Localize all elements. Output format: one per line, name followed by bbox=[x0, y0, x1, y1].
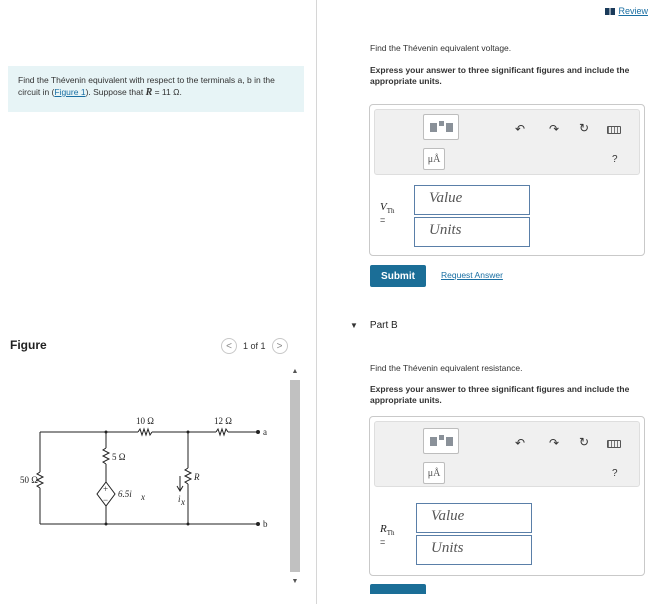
label-ix-sub: x bbox=[181, 497, 185, 507]
part-b-instruction: Find the Thévenin equivalent resistance. bbox=[370, 363, 523, 373]
undo-icon[interactable]: ↶ bbox=[515, 436, 526, 450]
r-value: = 11 Ω. bbox=[152, 87, 182, 97]
part-a-template-button[interactable] bbox=[423, 114, 459, 140]
figure-pager bbox=[221, 338, 288, 354]
scroll-down-icon[interactable]: ▼ bbox=[291, 578, 299, 585]
part-b-units-input[interactable]: Units bbox=[416, 535, 532, 565]
label-r: R bbox=[194, 472, 200, 482]
part-a-equals: = bbox=[380, 215, 386, 225]
label-dep-source: 6.5i bbox=[118, 489, 132, 499]
part-a-value-input[interactable]: Value bbox=[414, 185, 530, 215]
terminal-a: a bbox=[263, 427, 267, 437]
request-answer-link[interactable]: Request Answer bbox=[441, 270, 503, 280]
label-ix: i bbox=[178, 494, 181, 504]
scroll-up-icon[interactable]: ▲ bbox=[291, 368, 299, 375]
problem-text-2: ). Suppose that bbox=[85, 87, 146, 97]
redo-icon[interactable]: ↷ bbox=[549, 436, 560, 450]
undo-icon[interactable]: ↶ bbox=[515, 122, 526, 136]
reset-icon[interactable]: ↻ bbox=[579, 121, 590, 135]
part-b-equals: = bbox=[380, 537, 386, 547]
r-symbol: R bbox=[145, 87, 153, 98]
label-50-ohm: 50 Ω bbox=[20, 475, 38, 485]
dep-plus: + bbox=[103, 484, 109, 494]
next-figure-button[interactable]: > bbox=[272, 338, 288, 354]
template-exp-icon bbox=[439, 435, 444, 440]
circuit-diagram bbox=[20, 410, 280, 540]
problem-statement bbox=[8, 66, 304, 112]
pager-label: 1 of 1 bbox=[243, 341, 266, 351]
part-b-title: Part B bbox=[369, 320, 398, 331]
part-b-var-label bbox=[380, 523, 395, 537]
part-b-value-input[interactable]: Value bbox=[416, 503, 532, 533]
label-dep-sub: x bbox=[141, 492, 145, 502]
problem-text: Find the Thévenin equivalent with respect to the terminals a, b in the circuit in ( bbox=[18, 75, 275, 97]
template-block-icon bbox=[430, 123, 437, 132]
var-r-sub: Th bbox=[386, 529, 395, 538]
var-v: V bbox=[380, 201, 387, 213]
part-b-template-button[interactable] bbox=[423, 428, 459, 454]
keyboard-icon[interactable] bbox=[607, 440, 621, 448]
label-5-ohm: 5 Ω bbox=[112, 452, 126, 462]
part-a-var-label bbox=[380, 201, 395, 215]
part-b-submit-button[interactable] bbox=[370, 584, 426, 594]
figure-title: Figure bbox=[10, 338, 47, 352]
triangle-down-icon[interactable]: ▼ bbox=[350, 321, 358, 330]
help-icon[interactable]: ? bbox=[612, 468, 618, 479]
part-b-units-button[interactable]: μÅ bbox=[423, 462, 445, 484]
figure-scrollbar[interactable] bbox=[289, 366, 301, 588]
figure-link[interactable]: Figure 1 bbox=[54, 87, 86, 97]
template-block-icon-2 bbox=[446, 123, 453, 132]
redo-icon[interactable]: ↷ bbox=[549, 122, 560, 136]
submit-button[interactable]: Submit bbox=[370, 265, 426, 287]
part-b-answer-box bbox=[369, 416, 645, 576]
review-icon bbox=[605, 8, 615, 15]
part-b-header[interactable] bbox=[350, 320, 398, 331]
template-block-icon-2 bbox=[446, 437, 453, 446]
dep-minus: − bbox=[103, 495, 109, 505]
panel-divider bbox=[316, 0, 317, 604]
scroll-thumb[interactable] bbox=[290, 380, 300, 572]
review-label: Review bbox=[618, 6, 648, 16]
part-a-express: Express your answer to three significant figures and include the appropriate units. bbox=[370, 65, 630, 86]
template-block-icon bbox=[430, 437, 437, 446]
reset-icon[interactable]: ↻ bbox=[579, 435, 590, 449]
template-exp-icon bbox=[439, 121, 444, 126]
part-a-toolbar bbox=[374, 109, 640, 175]
keyboard-icon[interactable] bbox=[607, 126, 621, 134]
part-a-instruction: Find the Thévenin equivalent voltage. bbox=[370, 43, 512, 53]
label-12-ohm: 12 Ω bbox=[214, 416, 232, 426]
review-link[interactable] bbox=[605, 6, 648, 16]
part-b-toolbar bbox=[374, 421, 640, 487]
var-v-sub: Th bbox=[386, 207, 395, 216]
help-icon[interactable]: ? bbox=[612, 154, 618, 165]
var-r: R bbox=[380, 523, 387, 535]
part-a-units-input[interactable]: Units bbox=[414, 217, 530, 247]
terminal-b: b bbox=[263, 519, 268, 529]
label-10-ohm: 10 Ω bbox=[136, 416, 154, 426]
part-a-units-button[interactable]: μÅ bbox=[423, 148, 445, 170]
part-a-answer-box bbox=[369, 104, 645, 256]
part-b-express: Express your answer to three significant figures and include the appropriate units. bbox=[370, 384, 630, 405]
prev-figure-button[interactable]: < bbox=[221, 338, 237, 354]
